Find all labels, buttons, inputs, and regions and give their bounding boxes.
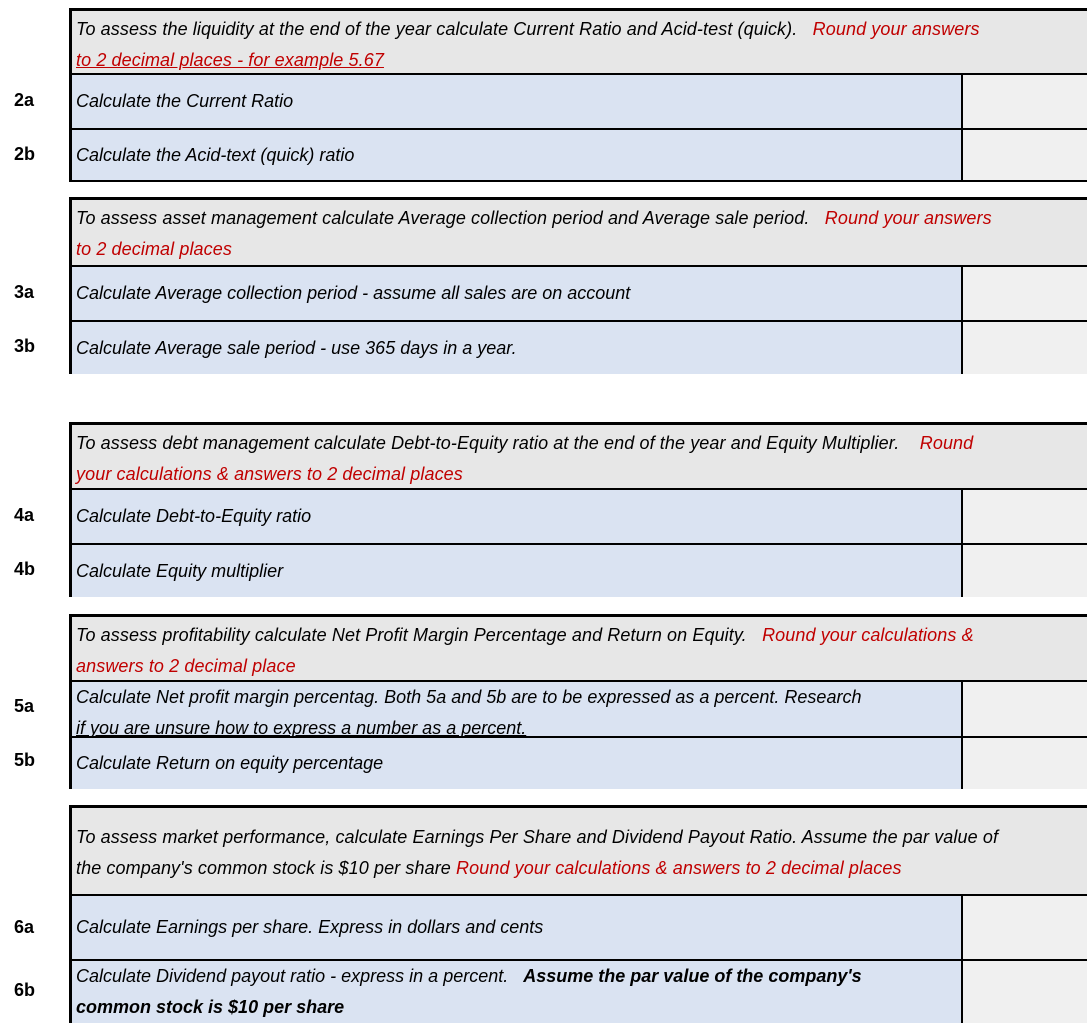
header-red-text: Round <box>919 433 974 453</box>
section-asset-management <box>69 197 1087 374</box>
section-market-performance <box>69 805 1087 1023</box>
header-red-text: Round your calculations & <box>762 625 974 645</box>
table-row <box>72 543 1087 597</box>
table-row <box>72 490 1087 543</box>
answer-cell-3b[interactable] <box>963 322 1087 374</box>
header-text: To assess market performance, calculate Earnings Per Share and Dividend Payout Ratio. Assume the par value of <box>76 827 999 847</box>
answer-cell-5b[interactable] <box>963 738 1087 789</box>
question-text: Calculate Dividend payout ratio - express in a percent. <box>76 966 509 986</box>
question-cell: Calculate Equity multiplier <box>72 545 963 597</box>
question-cell: Calculate Return on equity percentage <box>72 738 963 789</box>
header-red-text-2: to 2 decimal places - for example 5.67 <box>76 50 384 70</box>
table-row <box>72 896 1087 959</box>
question-cell <box>72 961 963 1023</box>
answer-cell-2b[interactable] <box>963 130 1087 180</box>
section-profitability <box>69 614 1087 789</box>
question-bold-text-2: common stock is $10 per share <box>76 997 345 1017</box>
header-red-text-2: your calculations & answers to 2 decimal places <box>76 464 463 484</box>
table-row <box>72 736 1087 789</box>
section-header <box>72 617 1087 682</box>
table-row <box>72 267 1087 320</box>
question-text: Calculate Net profit margin percentag. Both 5a and 5b are to be expressed as a percent. Research <box>76 687 862 707</box>
header-red-text: Round your answers <box>812 19 980 39</box>
row-label: 4b <box>14 559 36 579</box>
header-red-text-2: to 2 decimal places <box>76 239 232 259</box>
section-liquidity <box>69 8 1087 182</box>
section-header <box>72 200 1087 267</box>
section-header <box>72 425 1087 490</box>
row-label: 2a <box>14 90 35 110</box>
answer-cell-3a[interactable] <box>963 267 1087 320</box>
header-text-2: the company's common stock is $10 per share <box>76 858 451 878</box>
section-header <box>72 11 1087 75</box>
table-row <box>72 320 1087 374</box>
answer-cell-5a[interactable] <box>963 682 1087 736</box>
answer-cell-2a[interactable] <box>963 75 1087 128</box>
answer-cell-6b[interactable] <box>963 961 1087 1023</box>
table-row <box>72 959 1087 1023</box>
row-label: 5a <box>14 696 35 716</box>
section-header <box>72 808 1087 896</box>
question-cell: Calculate the Current Ratio <box>72 75 963 128</box>
table-row <box>72 128 1087 180</box>
header-red-text-2: answers to 2 decimal place <box>76 656 296 676</box>
answer-cell-4b[interactable] <box>963 545 1087 597</box>
row-label: 6b <box>14 980 36 1000</box>
question-cell: Calculate Debt-to-Equity ratio <box>72 490 963 543</box>
header-text: To assess profitability calculate Net Profit Margin Percentage and Return on Equity. <box>76 625 747 645</box>
row-label: 5b <box>14 750 36 770</box>
row-label: 6a <box>14 917 35 937</box>
question-cell: Calculate Average sale period - use 365 days in a year. <box>72 322 963 374</box>
row-label: 2b <box>14 144 36 164</box>
answer-cell-6a[interactable] <box>963 896 1087 959</box>
header-text: To assess debt management calculate Debt-to-Equity ratio at the end of the year and Equity Multiplier. <box>76 433 900 453</box>
table-row <box>72 75 1087 128</box>
header-red-text: Round your calculations & answers to 2 decimal places <box>456 858 902 878</box>
question-cell: Calculate the Acid-text (quick) ratio <box>72 130 963 180</box>
question-cell: Calculate Earnings per share. Express in dollars and cents <box>72 896 963 959</box>
table-row <box>72 682 1087 736</box>
header-red-text: Round your answers <box>824 208 992 228</box>
row-label: 3b <box>14 336 36 356</box>
question-cell <box>72 682 963 736</box>
section-debt-management <box>69 422 1087 597</box>
question-bold-text: Assume the par value of the company's <box>523 966 862 986</box>
answer-cell-4a[interactable] <box>963 490 1087 543</box>
question-cell: Calculate Average collection period - assume all sales are on account <box>72 267 963 320</box>
header-text: To assess the liquidity at the end of the year calculate Current Ratio and Acid-test (quick). <box>76 19 798 39</box>
row-label: 3a <box>14 282 35 302</box>
question-text-2: if you are unsure how to express a number as a percent. <box>76 718 527 738</box>
header-text: To assess asset management calculate Average collection period and Average sale period. <box>76 208 810 228</box>
row-label: 4a <box>14 505 35 525</box>
